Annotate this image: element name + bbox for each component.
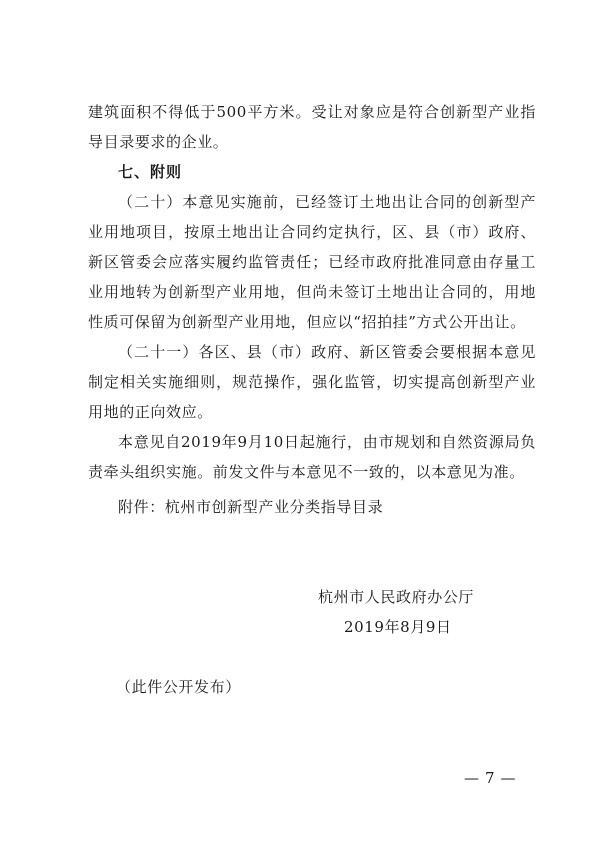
clause-21-paragraph: （二十一）各区、县（市）政府、新区管委会要根据本意见制定相关实施细则，规范操作，强化监管，切实提高创新型产业用地的正向效应。: [88, 343, 536, 421]
effective-date-paragraph: 本意见自2019年9月10日起施行，由市规划和自然资源局负责牵头组织实施。前发文件与本意见不一致的，以本意见为准。: [88, 433, 536, 481]
intro-paragraph: 建筑面积不得低于500平方米。受让对象应是符合创新型产业指导目录要求的企业。: [88, 103, 536, 151]
release-note: （此件公开发布）: [116, 678, 241, 696]
clause-20-paragraph: （二十）本意见实施前，已经签订土地出让合同的创新型产业用地项目，按原土地出让合同约定执行，区、县（市）政府、新区管委会应落实履约监管责任；已经市政府批准同意由存量工业用地转为创新型产业用地，但尚未签订土地出让合同的，用地性质可保留为创新型产业用地，但应以“招拍挂”方式公开出让。: [88, 193, 536, 331]
page-number: — 7 —: [464, 769, 517, 787]
issuer-name: 杭州市人民政府办公厅: [318, 588, 475, 606]
attachment-line: 附件：杭州市创新型产业分类指导目录: [118, 498, 384, 516]
issue-date: 2019年8月9日: [344, 618, 452, 636]
section-heading: 七、附则: [118, 163, 183, 181]
